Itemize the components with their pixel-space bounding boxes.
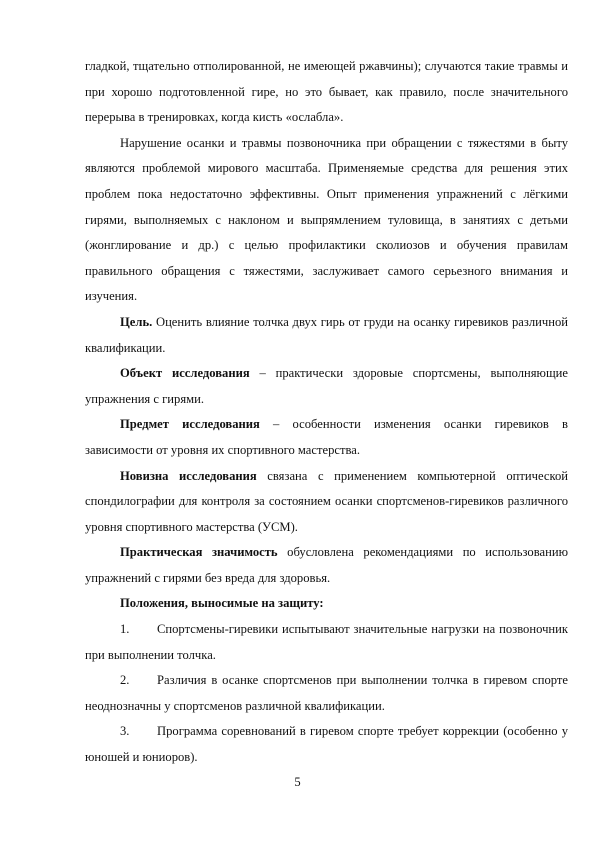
list-item-number: 1. — [120, 622, 130, 637]
paragraph-practical — [85, 540, 568, 591]
object-label: Объект исследования — [120, 366, 250, 381]
list-item — [85, 668, 568, 719]
paragraph-subject — [85, 412, 568, 463]
novelty-label: Новизна исследования — [120, 468, 257, 483]
paragraph-novelty — [85, 464, 568, 541]
goal-text: Оценить влияние толчка двух гирь от груди на осанку гиревиков различной квалификации. — [85, 314, 568, 355]
list-item — [85, 719, 568, 770]
page-number: 5 — [294, 775, 301, 789]
list-item — [85, 617, 568, 668]
subject-label: Предмет исследования — [120, 417, 260, 432]
practical-text: обусловлена рекомендациями по использованию упражнений с гирями без вреда для здоровья. — [85, 545, 568, 585]
list-item-text: Различия в осанке спортсменов при выполнении толчка в гиревом спорте неоднозначны у спортсменов различной квалификации. — [85, 673, 568, 713]
theses-heading: Положения, выносимые на защиту: — [120, 596, 324, 611]
object-text: – практически здоровые спортсмены, выполняющие упражнения с гирями. — [85, 366, 568, 406]
subject-text: – особенности изменения осанки гиревиков в зависимости от уровня их спортивного мастерства. — [85, 417, 568, 457]
body-text — [85, 54, 568, 771]
practical-label: Практическая значимость — [120, 545, 278, 560]
paragraph-object — [85, 361, 568, 412]
paragraph-continuation: гладкой, тщательно отполированной, не имеющей ржавчины); случаются такие травмы и при хорошо подготовленной гире, но это бывает, как правило, после значительного перерыва в тренировках, когда кисть «ослабла». — [85, 59, 568, 125]
paragraph-posture-problem: Нарушение осанки и травмы позвоночника при обращении с тяжестями в быту являются проблемой мирового масштаба. Применяемые средства для решения этих проблем пока недостаточно эффективны. Опыт применения упражнений с лёгкими гирями, выполняемых с наклоном и выпрямлением туловища, в занятиях с детьми (жонглирование и др.) с целью профилактики сколиозов и обучения правилам правильного обращения с тяжестями, заслуживает самого серьезного внимания и изучения. — [85, 135, 568, 304]
list-item-number: 3. — [120, 724, 130, 739]
goal-label: Цель. — [120, 314, 153, 329]
list-item-text: Программа соревнований в гиревом спорте требует коррекции (особенно у юношей и юниоров). — [85, 724, 568, 765]
list-item-text: Спортсмены-гиревики испытывают значительные нагрузки на позвоночник при выполнении толчка. — [85, 622, 568, 662]
list-item-number: 2. — [120, 673, 130, 688]
novelty-text: связана с применением компьютерной оптической спондилографии для контроля за состоянием осанки спортсменов-гиревиков различного уровня спортивного мастерства (УСМ). — [85, 468, 568, 534]
paragraph-goal — [85, 310, 568, 361]
